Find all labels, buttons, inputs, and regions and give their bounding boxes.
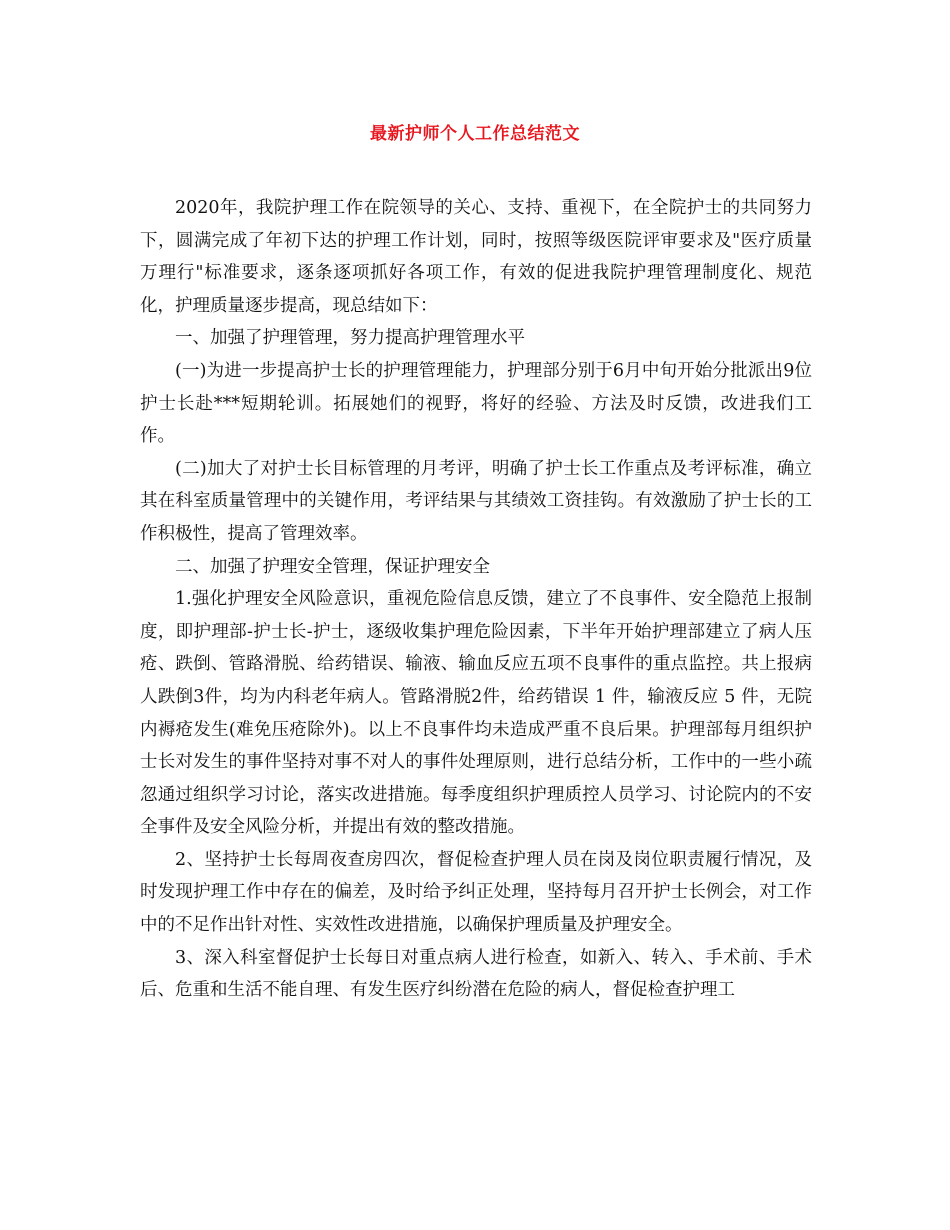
section-heading-2: 二、加强了护理安全管理，保证护理安全 xyxy=(175,556,490,577)
paragraph-1-2: (二)加大了对护士长目标管理的月考评，明确了护士长工作重点及考评标准，确立其在科室质量管理中的关键作用，考评结果与其绩效工资挂钩。有效激励了护士长的工作积极性，提高了管理效率。 xyxy=(140,458,812,544)
document-title: 最新护师个人工作总结范文 xyxy=(370,124,580,144)
paragraph-intro: 2020年，我院护理工作在院领导的关心、支持、重视下，在全院护士的共同努力下，圆满完成了年初下达的护理工作计划，同时，按照等级医院评审要求及"医疗质量万理行"标准要求，逐条逐项抓好各项工作，有效的促进我院护理管理制度化、规范化，护理质量逐步提高，现总结如下： xyxy=(140,198,812,316)
paragraph-2-3: 3、深入科室督促护士长每日对重点病人进行检查，如新入、转入、手术前、手术后、危重和生活不能自理、有发生医疗纠纷潜在危险的病人，督促检查护理工 xyxy=(140,947,812,1001)
document-body xyxy=(140,192,812,1007)
paragraph-1-1: (一)为进一步提高护士长的护理管理能力，护理部分别于6月中旬开始分批派出9位护士长赴***短期轮训。拓展她们的视野，将好的经验、方法及时反馈，改进我们工作。 xyxy=(140,360,812,447)
paragraph-2-2: 2、坚持护士长每周夜查房四次，督促检查护理人员在岗及岗位职责履行情况，及时发现护理工作中存在的偏差，及时给予纠正处理，坚持每月召开护士长例会，对工作中的不足作出针对性、实效性改进措施，以确保护理质量及护理安全。 xyxy=(140,849,812,936)
section-heading-1: 一、加强了护理管理，努力提高护理管理水平 xyxy=(175,328,525,349)
paragraph-2-1: 1.强化护理安全风险意识，重视危险信息反馈，建立了不良事件、安全隐范上报制度，即护理部-护士长-护士，逐级收集护理危险因素，下半年开始护理部建立了病人压疮、跌倒、管路滑脱、给药错误、输液、输血反应五项不良事件的重点监控。共上报病人跌倒3件，均为内科老年病人。管路滑脱2件，给药错误 1 件，输液反应 5 件，无院内褥疮发生(难免压疮除外)。以上不良事件均未造成严重不良后果。护理部每月组织护士长对发生的事件坚持对事不对人的事件处理原则，进行总结分析，工作中的一些小疏忽通过组织学习讨论，落实改进措施。每季度组织护理质控人员学习、讨论院内的不安全事件及安全风险分析，并提出有效的整改措施。 xyxy=(140,589,812,838)
